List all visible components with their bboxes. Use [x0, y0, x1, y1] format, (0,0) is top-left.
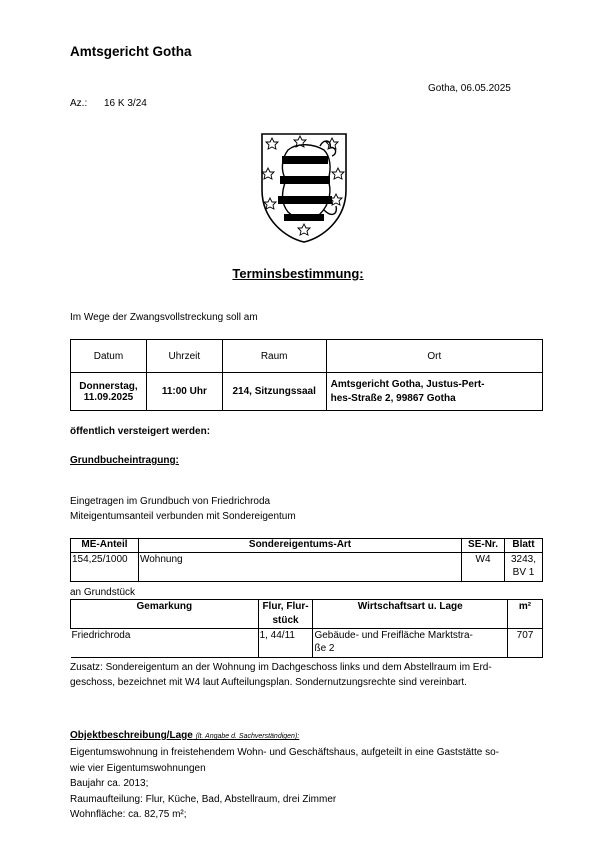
cell-ort	[326, 373, 542, 411]
grundstueck-table	[70, 599, 543, 658]
court-name: Amtsgericht Gotha	[70, 44, 192, 59]
cell-flur: 1, 44/11	[258, 629, 313, 658]
flur-header-line-1: Flur, Flur-	[262, 601, 309, 612]
header-se-nr: SE-Nr.	[462, 539, 505, 553]
objekt-line: Raumaufteilung: Flur, Küche, Bad, Abstellraum, drei Zimmer	[70, 793, 337, 805]
header-sondereigentums-art: Sondereigentums-Art	[138, 539, 461, 553]
objekt-line: Eigentumswohnung in freistehendem Wohn- und Geschäftshaus, aufgeteilt in eine Gaststätte so-	[70, 747, 499, 758]
eingetragen-line-2: Miteigentumsanteil verbunden mit Sondereigentum	[70, 511, 296, 522]
intro-text: Im Wege der Zwangsvollstreckung soll am	[70, 312, 258, 323]
cell-m2: 707	[508, 629, 543, 658]
wirtschaftsart-line-1: Gebäude- und Freifläche Marktstra-	[314, 630, 473, 641]
wirtschaftsart-line-2: ße 2	[314, 643, 335, 654]
datum-date: 11.09.2025	[83, 391, 134, 403]
eingetragen-line-1: Eingetragen im Grundbuch von Friedrichroda	[70, 496, 271, 507]
objekt-line: Baujahr ca. 2013;	[70, 778, 149, 789]
az-value: 16 K 3/24	[104, 98, 147, 109]
table-row	[71, 629, 543, 658]
ort-line-2: hes-Straße 2, 99867 Gotha	[330, 392, 456, 404]
zusatz-line-2: geschoss, bezeichnet mit W4 laut Aufteilungsplan. Sondernutzungsrechte sind vereinbart.	[70, 677, 467, 688]
cell-se-nr: W4	[462, 553, 505, 582]
header-m2: m²	[508, 600, 543, 629]
datum-weekday: Donnerstag,	[79, 380, 138, 392]
versteigert-text: öffentlich versteigert werden:	[70, 426, 211, 437]
flur-header-line-2: stück	[272, 615, 299, 626]
cell-datum	[71, 373, 147, 411]
cell-wirtschaftsart	[313, 629, 508, 658]
cell-art: Wohnung	[138, 553, 461, 582]
termin-table	[70, 339, 543, 411]
az-label: Az.:	[70, 98, 88, 109]
place-date: Gotha, 06.05.2025	[428, 83, 511, 94]
header-datum: Datum	[71, 340, 147, 373]
objekt-note: (lt. Angabe d. Sachverständigen):	[195, 733, 300, 740]
cell-uhrzeit: 11:00 Uhr	[146, 373, 222, 411]
header-raum: Raum	[222, 340, 326, 373]
header-gemarkung: Gemarkung	[71, 600, 259, 629]
table-header-row	[71, 600, 543, 629]
header-wirtschaftsart: Wirtschaftsart u. Lage	[313, 600, 508, 629]
coat-of-arms-icon	[258, 128, 350, 244]
objekt-line: wie vier Eigentumswohnungen	[70, 762, 206, 774]
zusatz-text	[70, 660, 543, 690]
page-title: Terminsbestimmung:	[232, 266, 364, 281]
table-header-row	[71, 340, 543, 373]
header-me-anteil: ME-Anteil	[71, 539, 139, 553]
cell-gemarkung: Friedrichroda	[71, 629, 259, 658]
header-blatt: Blatt	[505, 539, 543, 553]
blatt-line-2: BV 1	[512, 567, 535, 578]
cell-blatt	[505, 553, 543, 582]
zusatz-line-1: Zusatz: Sondereigentum an der Wohnung im Dachgeschoss links und dem Abstellraum im Erd-	[70, 662, 492, 673]
objekt-heading	[70, 730, 299, 741]
objekt-heading-text: Objektbeschreibung/Lage	[70, 730, 193, 741]
table-row	[71, 553, 543, 582]
header-uhrzeit: Uhrzeit	[146, 340, 222, 373]
cell-anteil: 154,25/1000	[71, 553, 139, 582]
grundbuch-heading: Grundbucheintragung:	[70, 455, 179, 466]
header-flur	[258, 600, 313, 629]
an-grundstueck-label: an Grundstück	[70, 587, 136, 598]
cell-raum: 214, Sitzungssaal	[222, 373, 326, 411]
table-row	[71, 373, 543, 411]
header-ort: Ort	[326, 340, 542, 373]
blatt-line-1: 3243,	[510, 554, 537, 565]
objekt-line: Wohnfläche: ca. 82,75 m²;	[70, 809, 187, 820]
objekt-description	[70, 745, 543, 823]
ort-line-1: Amtsgericht Gotha, Justus-Pert-	[330, 378, 485, 390]
table-header-row	[71, 539, 543, 553]
sondereigentum-table	[70, 538, 543, 582]
